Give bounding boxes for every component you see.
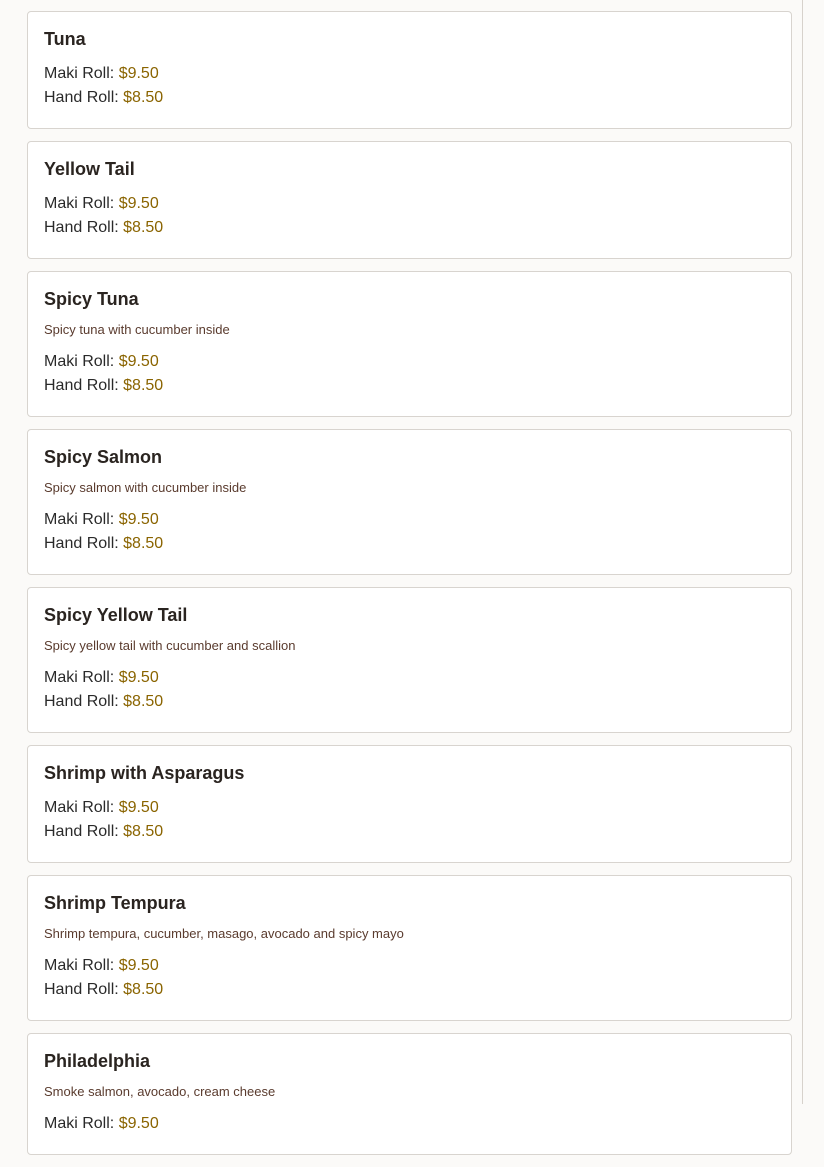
price-line (44, 508, 775, 532)
menu-item-name: Philadelphia (44, 1051, 151, 1071)
price-group (44, 796, 775, 844)
menu-item-card[interactable] (27, 875, 792, 1021)
price-label: Maki Roll: (44, 669, 115, 686)
price-amount: $8.50 (123, 219, 164, 236)
price-amount: $9.50 (118, 511, 159, 528)
price-group (44, 954, 775, 1002)
price-label: Hand Roll: (44, 981, 119, 998)
price-label: Maki Roll: (44, 353, 115, 370)
price-amount: $9.50 (118, 957, 159, 974)
price-line (44, 978, 775, 1002)
price-group (44, 350, 775, 398)
price-line (44, 62, 775, 86)
price-label: Hand Roll: (44, 693, 119, 710)
menu-item-card[interactable] (27, 587, 792, 733)
menu-item-description: Spicy yellow tail with cucumber and scallion (44, 638, 296, 653)
menu-item-card[interactable] (27, 1033, 792, 1155)
price-label: Hand Roll: (44, 823, 119, 840)
price-label: Hand Roll: (44, 219, 119, 236)
price-label: Hand Roll: (44, 377, 119, 394)
menu-item-card[interactable] (27, 141, 792, 259)
menu-item-name: Shrimp with Asparagus (44, 763, 245, 783)
price-amount: $8.50 (123, 981, 164, 998)
price-group (44, 62, 775, 110)
menu-item-card[interactable] (27, 11, 792, 129)
price-amount: $8.50 (123, 89, 164, 106)
page-right-divider (802, 0, 803, 1104)
price-label: Maki Roll: (44, 511, 115, 528)
price-amount: $9.50 (118, 1115, 159, 1132)
price-line (44, 192, 775, 216)
price-label: Hand Roll: (44, 535, 119, 552)
price-label: Maki Roll: (44, 1115, 115, 1132)
price-group (44, 1112, 775, 1136)
price-label: Maki Roll: (44, 65, 115, 82)
price-amount: $9.50 (118, 799, 159, 816)
menu-item-name: Spicy Salmon (44, 447, 163, 467)
price-line (44, 374, 775, 398)
price-line (44, 666, 775, 690)
price-line (44, 690, 775, 714)
menu-item-name: Shrimp Tempura (44, 893, 186, 913)
menu-item-card[interactable] (27, 271, 792, 417)
menu-item-name: Spicy Yellow Tail (44, 605, 188, 625)
price-label: Hand Roll: (44, 89, 119, 106)
price-amount: $8.50 (123, 693, 164, 710)
price-group (44, 508, 775, 556)
price-line (44, 350, 775, 374)
price-amount: $9.50 (118, 65, 159, 82)
menu-item-card[interactable] (27, 745, 792, 863)
price-amount: $9.50 (118, 669, 159, 686)
price-line (44, 1112, 775, 1136)
price-line (44, 216, 775, 240)
price-line (44, 820, 775, 844)
menu-item-list (27, 11, 792, 1167)
menu-item-name: Tuna (44, 29, 86, 49)
price-label: Maki Roll: (44, 799, 115, 816)
price-amount: $9.50 (118, 195, 159, 212)
menu-item-description: Shrimp tempura, cucumber, masago, avocado and spicy mayo (44, 926, 404, 941)
price-label: Maki Roll: (44, 957, 115, 974)
price-group (44, 666, 775, 714)
menu-item-description: Smoke salmon, avocado, cream cheese (44, 1084, 276, 1099)
price-amount: $8.50 (123, 377, 164, 394)
menu-item-description: Spicy tuna with cucumber inside (44, 322, 230, 337)
price-line (44, 86, 775, 110)
price-group (44, 192, 775, 240)
price-amount: $8.50 (123, 823, 164, 840)
price-line (44, 954, 775, 978)
menu-item-name: Yellow Tail (44, 159, 135, 179)
menu-item-description: Spicy salmon with cucumber inside (44, 480, 247, 495)
price-label: Maki Roll: (44, 195, 115, 212)
menu-item-name: Spicy Tuna (44, 289, 139, 309)
price-line (44, 532, 775, 556)
menu-item-card[interactable] (27, 429, 792, 575)
price-amount: $8.50 (123, 535, 164, 552)
price-line (44, 796, 775, 820)
price-amount: $9.50 (118, 353, 159, 370)
